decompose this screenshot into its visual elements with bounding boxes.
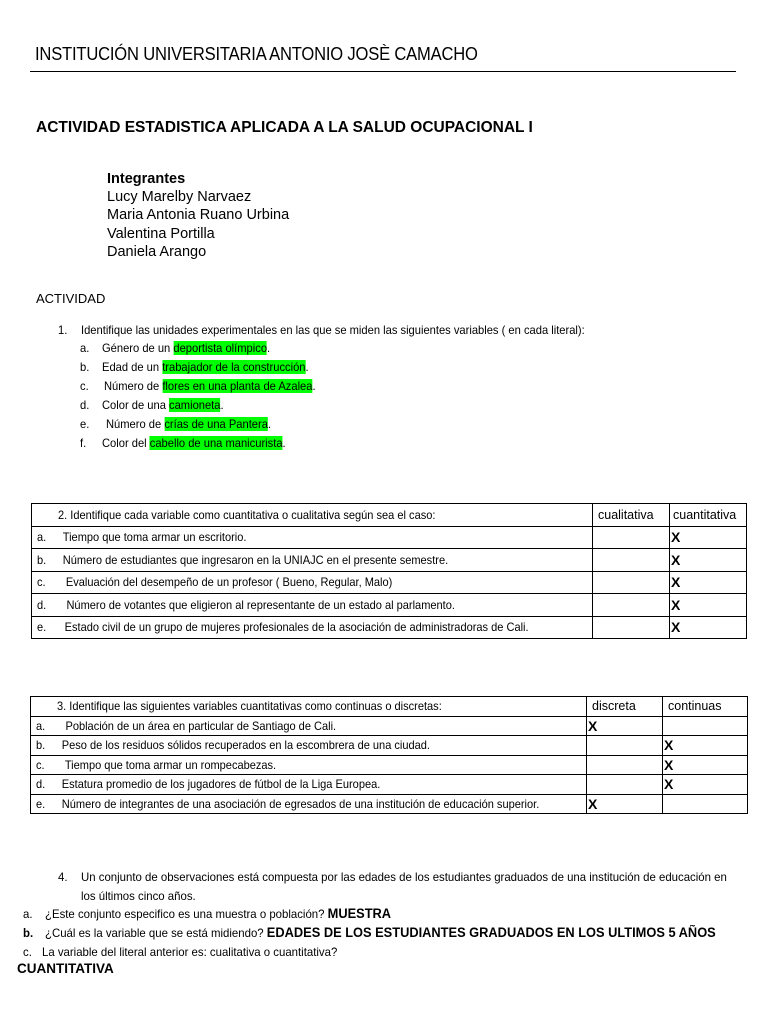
q3-row-label <box>31 736 587 756</box>
q1-item-letter: c. <box>80 379 89 393</box>
q4-c-answer: CUANTITATIVA <box>17 961 114 976</box>
q2-row-label <box>32 571 593 594</box>
q4-a <box>45 906 391 921</box>
table-row <box>31 736 748 756</box>
row-text: Número de integrantes de una asociación de egresados de una institución de educación superior. <box>61 796 540 811</box>
activity-title: ACTIVIDAD ESTADISTICA APLICADA A LA SALUD OCUPACIONAL I <box>36 119 533 136</box>
row-text: Tiempo que toma armar un rompecabezas. <box>64 757 277 772</box>
row-letter: a. <box>37 530 47 545</box>
q4-b-letter: b. <box>23 926 34 940</box>
row-text: Estatura promedio de los jugadores de fútbol de la Liga Europea. <box>61 777 381 792</box>
q1-item-pre: Color del <box>102 436 150 450</box>
q1-item <box>102 398 224 412</box>
q3-row-label <box>31 716 587 736</box>
q2-row-label <box>32 594 593 617</box>
q1-item-highlight: cabello de una manicurista <box>149 436 283 450</box>
q1-item-highlight: camioneta <box>169 398 221 412</box>
q1-item-post: . <box>220 398 224 412</box>
q4-number: 4. <box>58 870 68 884</box>
row-text: Evaluación del desempeño de un profesor ( Bueno, Regular, Malo) <box>65 575 393 590</box>
q1-item-letter: d. <box>80 398 90 412</box>
members-heading: Integrantes <box>107 171 186 187</box>
row-letter: b. <box>36 738 46 753</box>
row-letter: a. <box>36 718 46 733</box>
q1-item-pre: Edad de un <box>102 360 163 374</box>
q3-row-label <box>31 755 587 775</box>
q1-item <box>102 341 270 355</box>
q1-item-highlight: flores en una planta de Azalea <box>162 379 313 393</box>
table-row <box>31 716 748 736</box>
q3-col-discreta: discreta <box>587 697 663 717</box>
q3-cell-continuas: X <box>663 755 748 775</box>
q1-item-pre: Género de un <box>102 341 174 355</box>
member-name: Valentina Portilla <box>107 225 215 242</box>
q2-cell-cuantitativa: X <box>670 571 747 594</box>
q3-row-label <box>31 775 587 795</box>
q4-c-question: La variable del literal anterior es: cualitativa o cuantitativa? <box>42 945 338 959</box>
row-letter: e. <box>37 620 47 635</box>
table-row <box>32 594 747 617</box>
q1-item <box>104 379 316 393</box>
q2-cell-cuantitativa: X <box>670 616 747 639</box>
table-row <box>32 616 747 639</box>
q2-col-cuantitativa: cuantitativa <box>670 504 747 527</box>
q3-cell-continuas <box>663 794 748 814</box>
q2-cell-cualitativa <box>593 571 670 594</box>
q1-number: 1. <box>58 323 68 337</box>
q2-cell-cuantitativa: X <box>670 549 747 572</box>
row-letter: d. <box>36 777 46 792</box>
table-row <box>31 775 748 795</box>
q2-table <box>31 503 747 639</box>
q1-item-highlight: deportista olímpico <box>173 341 268 355</box>
q3-cell-discreta <box>587 775 663 795</box>
row-letter: e. <box>36 796 46 811</box>
q1-item-post: . <box>305 360 309 374</box>
row-text: Tiempo que toma armar un escritorio. <box>62 530 247 545</box>
q4-line1: Un conjunto de observaciones está compuesta por las edades de los estudiantes graduados de una institución de educación en <box>81 870 727 884</box>
q3-cell-continuas: X <box>663 775 748 795</box>
q1-item-pre: Número de <box>106 417 165 431</box>
table-row <box>31 794 748 814</box>
q1-item-pre: Número de <box>104 379 163 393</box>
q3-row-label <box>31 794 587 814</box>
q4-b-answer: EDADES DE LOS ESTUDIANTES GRADUADOS EN LOS ULTIMOS 5 AÑOS <box>266 925 716 940</box>
q2-cell-cualitativa <box>593 594 670 617</box>
row-letter: b. <box>37 552 47 567</box>
q1-item-post: . <box>267 417 272 431</box>
members-block <box>107 170 289 261</box>
q2-header-text: 2. Identifique cada variable como cuantitativa o cualitativa según sea el caso: <box>58 507 436 522</box>
row-text: Número de votantes que eligieron al representante de un estado al parlamento. <box>66 597 455 612</box>
q3-cell-discreta <box>587 755 663 775</box>
q2-row-label <box>32 616 593 639</box>
row-text: Peso de los residuos sólidos recuperados en la escombrera de una ciudad. <box>61 738 431 753</box>
row-text: Número de estudiantes que ingresaron en la UNIAJC en el presente semestre. <box>62 552 449 567</box>
q1-item-letter: a. <box>80 341 90 355</box>
q4-a-answer: MUESTRA <box>327 906 392 921</box>
q3-header-text: 3. Identifique las siguientes variables cuantitativas como continuas o discretas: <box>57 699 442 714</box>
row-letter: d. <box>37 597 47 612</box>
row-text: Estado civil de un grupo de mujeres profesionales de la asociación de administradoras de Cali. <box>64 620 529 635</box>
q3-cell-discreta: X <box>587 716 663 736</box>
q1-item-letter: f. <box>80 436 87 450</box>
q3-cell-continuas <box>663 716 748 736</box>
q4-b <box>45 925 716 940</box>
q2-row-label <box>32 526 593 549</box>
q3-cell-discreta <box>587 736 663 756</box>
q4-c-letter: c. <box>23 945 32 959</box>
q1-item-letter: b. <box>80 360 90 374</box>
row-text: Población de un área en particular de Santiago de Cali. <box>65 718 337 733</box>
q2-row-label <box>32 549 593 572</box>
institution-name: INSTITUCIÓN UNIVERSITARIA ANTONIO JOSÈ CAMACHO <box>35 44 478 64</box>
table-row <box>31 755 748 775</box>
q1-item <box>102 360 309 374</box>
table-row <box>32 526 747 549</box>
member-name: Daniela Arango <box>107 243 207 260</box>
q4-line2: los últimos cinco años. <box>81 889 196 903</box>
q2-cell-cualitativa <box>593 526 670 549</box>
q3-header <box>31 697 587 717</box>
q1-item-highlight: trabajador de la construcción <box>162 360 306 374</box>
q2-cell-cuantitativa: X <box>670 526 747 549</box>
q4-a-question: ¿Este conjunto especifico es una muestra o población? <box>45 907 325 921</box>
table-header-row <box>32 504 747 527</box>
q2-col-cualitativa: cualitativa <box>593 504 670 527</box>
q3-table <box>30 696 748 814</box>
q1-text: Identifique las unidades experimentales en las que se miden las siguientes variables ( en cada literal): <box>81 323 585 337</box>
q4-a-letter: a. <box>23 907 33 921</box>
row-letter: c. <box>37 575 46 590</box>
q3-col-continuas: continuas <box>663 697 748 717</box>
q1-item-highlight: crías de una Pantera <box>164 417 268 431</box>
member-name: Lucy Marelby Narvaez <box>107 189 252 206</box>
q3-cell-continuas: X <box>663 736 748 756</box>
table-row <box>32 571 747 594</box>
q1-item-pre: Color de una <box>102 398 170 412</box>
q1-item-post: . <box>282 436 286 450</box>
q1-item-post: . <box>267 341 271 355</box>
q2-cell-cualitativa <box>593 549 670 572</box>
q2-header <box>32 504 593 527</box>
q1-item <box>106 417 271 431</box>
q1-item <box>102 436 286 450</box>
q4-b-question: ¿Cuál es la variable que se está midiendo? <box>45 926 264 940</box>
q3-cell-discreta: X <box>587 794 663 814</box>
member-name: Maria Antonia Ruano Urbina <box>107 207 290 224</box>
q1-item-post: . <box>312 379 316 393</box>
activity-label: ACTIVIDAD <box>36 291 106 306</box>
q2-cell-cualitativa <box>593 616 670 639</box>
header-divider <box>30 71 736 72</box>
q2-cell-cuantitativa: X <box>670 594 747 617</box>
table-header-row <box>31 697 748 717</box>
row-letter: c. <box>36 757 45 772</box>
table-row <box>32 549 747 572</box>
q1-item-letter: e. <box>80 417 90 431</box>
